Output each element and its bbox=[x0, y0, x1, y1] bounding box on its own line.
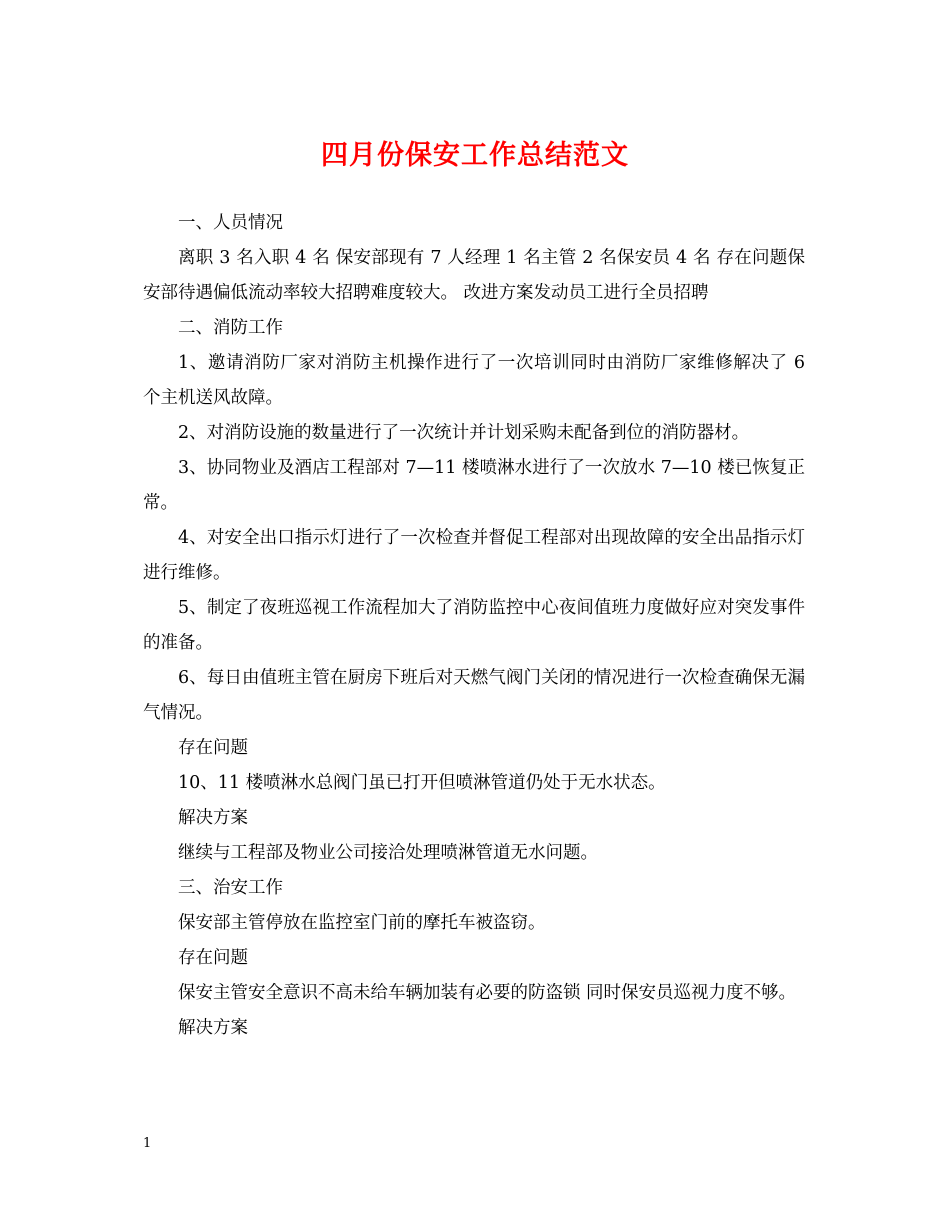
subheading-solution: 解决方案 bbox=[178, 1018, 248, 1038]
subheading-solution: 解决方案 bbox=[178, 808, 248, 828]
paragraph: 2、对消防设施的数量进行了一次统计并计划采购未配备到位的消防器材。 bbox=[178, 423, 750, 443]
subheading-issues: 存在问题 bbox=[178, 738, 248, 758]
paragraph: 10、11 楼喷淋水总阀门虽已打开但喷淋管道仍处于无水状态。 bbox=[178, 773, 666, 793]
paragraph: 保安主管安全意识不高未给车辆加装有必要的防盗锁 同时保安员巡视力度不够。 bbox=[178, 983, 797, 1003]
subheading-issues: 存在问题 bbox=[178, 948, 248, 968]
paragraph: 5、制定了夜班巡视工作流程加大了消防监控中心夜间值班力度做好应对突发事件的准备。 bbox=[143, 598, 805, 653]
paragraph: 继续与工程部及物业公司接洽处理喷淋管道无水问题。 bbox=[178, 843, 598, 863]
section-heading-fire: 二、消防工作 bbox=[178, 318, 283, 338]
section-heading-security: 三、治安工作 bbox=[178, 878, 283, 898]
paragraph: 4、对安全出口指示灯进行了一次检查并督促工程部对出现故障的安全出品指示灯进行维修。 bbox=[143, 528, 805, 583]
paragraph: 保安部主管停放在监控室门前的摩托车被盗窃。 bbox=[178, 913, 546, 933]
page-number: 1 bbox=[143, 1136, 152, 1151]
paragraph: 6、每日由值班主管在厨房下班后对天燃气阀门关闭的情况进行一次检查确保无漏气情况。 bbox=[143, 668, 805, 723]
paragraph: 1、邀请消防厂家对消防主机操作进行了一次培训同时由消防厂家维修解决了 6 个主机送风故障。 bbox=[143, 353, 805, 408]
paragraph: 3、协同物业及酒店工程部对 7—11 楼喷淋水进行了一次放水 7—10 楼已恢复正常。 bbox=[143, 458, 805, 513]
paragraph: 离职 3 名入职 4 名 保安部现有 7 人经理 1 名主管 2 名保安员 4 名 存在问题保安部待遇偏低流动率较大招聘难度较大。 改进方案发动员工进行全员招聘 bbox=[143, 248, 805, 303]
section-heading-personnel: 一、人员情况 bbox=[178, 213, 283, 233]
document-title: 四月份保安工作总结范文 bbox=[321, 140, 629, 171]
document-body bbox=[143, 206, 805, 1046]
